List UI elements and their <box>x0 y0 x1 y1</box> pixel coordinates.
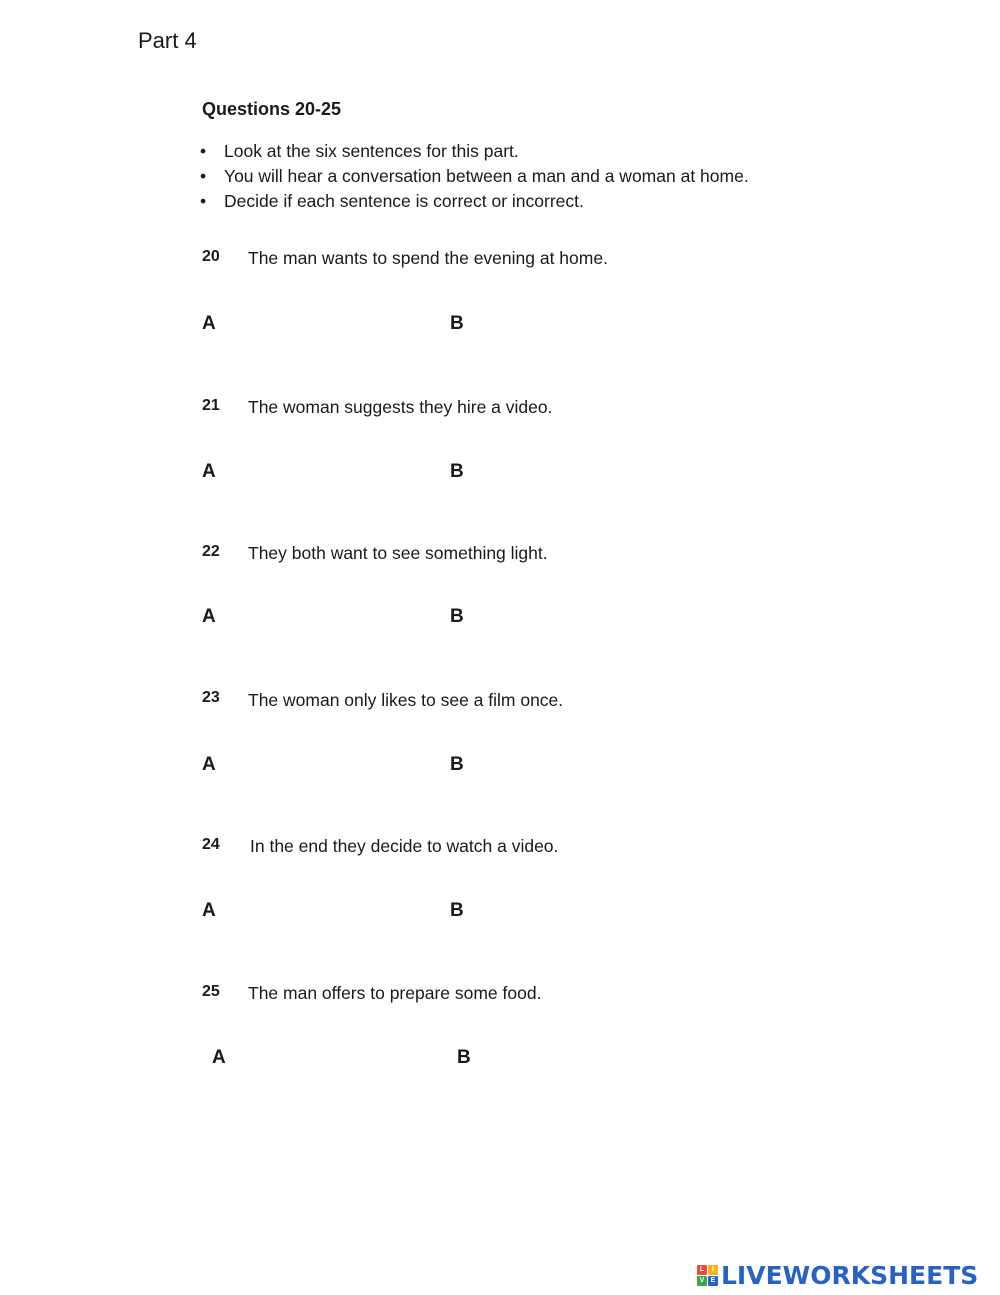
option-b[interactable]: B <box>450 606 464 627</box>
section-heading: Questions 20-25 <box>202 99 342 119</box>
option-b[interactable]: B <box>450 754 464 775</box>
question-number: 22 <box>202 543 220 560</box>
logo-block: V <box>697 1276 707 1286</box>
logo-block: L <box>697 1265 707 1275</box>
question-number: 25 <box>202 983 220 1000</box>
question-number: 23 <box>202 689 220 706</box>
instruction-text: Look at the six sentences for this part. <box>224 141 519 161</box>
option-b[interactable]: B <box>450 900 464 921</box>
question-number: 20 <box>202 248 220 265</box>
instruction-text: You will hear a conversation between a man and a woman at home. <box>224 166 749 186</box>
bullet: • <box>200 191 207 211</box>
part-title: Part 4 <box>138 28 197 53</box>
question-number: 24 <box>202 836 220 853</box>
question-text: They both want to see something light. <box>248 543 548 563</box>
instruction-item <box>200 189 749 214</box>
option-b[interactable]: B <box>457 1047 471 1068</box>
question-text: The man offers to prepare some food. <box>248 983 542 1003</box>
option-a[interactable]: A <box>202 606 216 627</box>
question-text: The woman only likes to see a film once. <box>248 690 564 710</box>
question-text: In the end they decide to watch a video. <box>250 836 559 856</box>
option-a[interactable]: A <box>202 754 216 775</box>
bullet: • <box>200 166 207 186</box>
liveworksheets-logo[interactable] <box>697 1259 978 1291</box>
instruction-item <box>200 164 749 189</box>
logo-blocks-icon <box>697 1265 718 1286</box>
question-number: 21 <box>202 397 220 414</box>
bullet: • <box>200 141 207 161</box>
instructions-list <box>200 139 749 214</box>
instruction-text: Decide if each sentence is correct or incorrect. <box>224 191 584 211</box>
option-a[interactable]: A <box>202 900 216 921</box>
option-a[interactable]: A <box>212 1047 226 1068</box>
question-text: The woman suggests they hire a video. <box>248 397 553 417</box>
instruction-item <box>200 139 749 164</box>
option-a[interactable]: A <box>202 461 216 482</box>
option-b[interactable]: B <box>450 313 464 334</box>
logo-text: LIVEWORKSHEETS <box>721 1260 979 1290</box>
logo-block: E <box>708 1276 718 1286</box>
question-text: The man wants to spend the evening at home. <box>248 248 608 268</box>
option-b[interactable]: B <box>450 461 464 482</box>
option-a[interactable]: A <box>202 313 216 334</box>
logo-block: I <box>708 1265 718 1275</box>
